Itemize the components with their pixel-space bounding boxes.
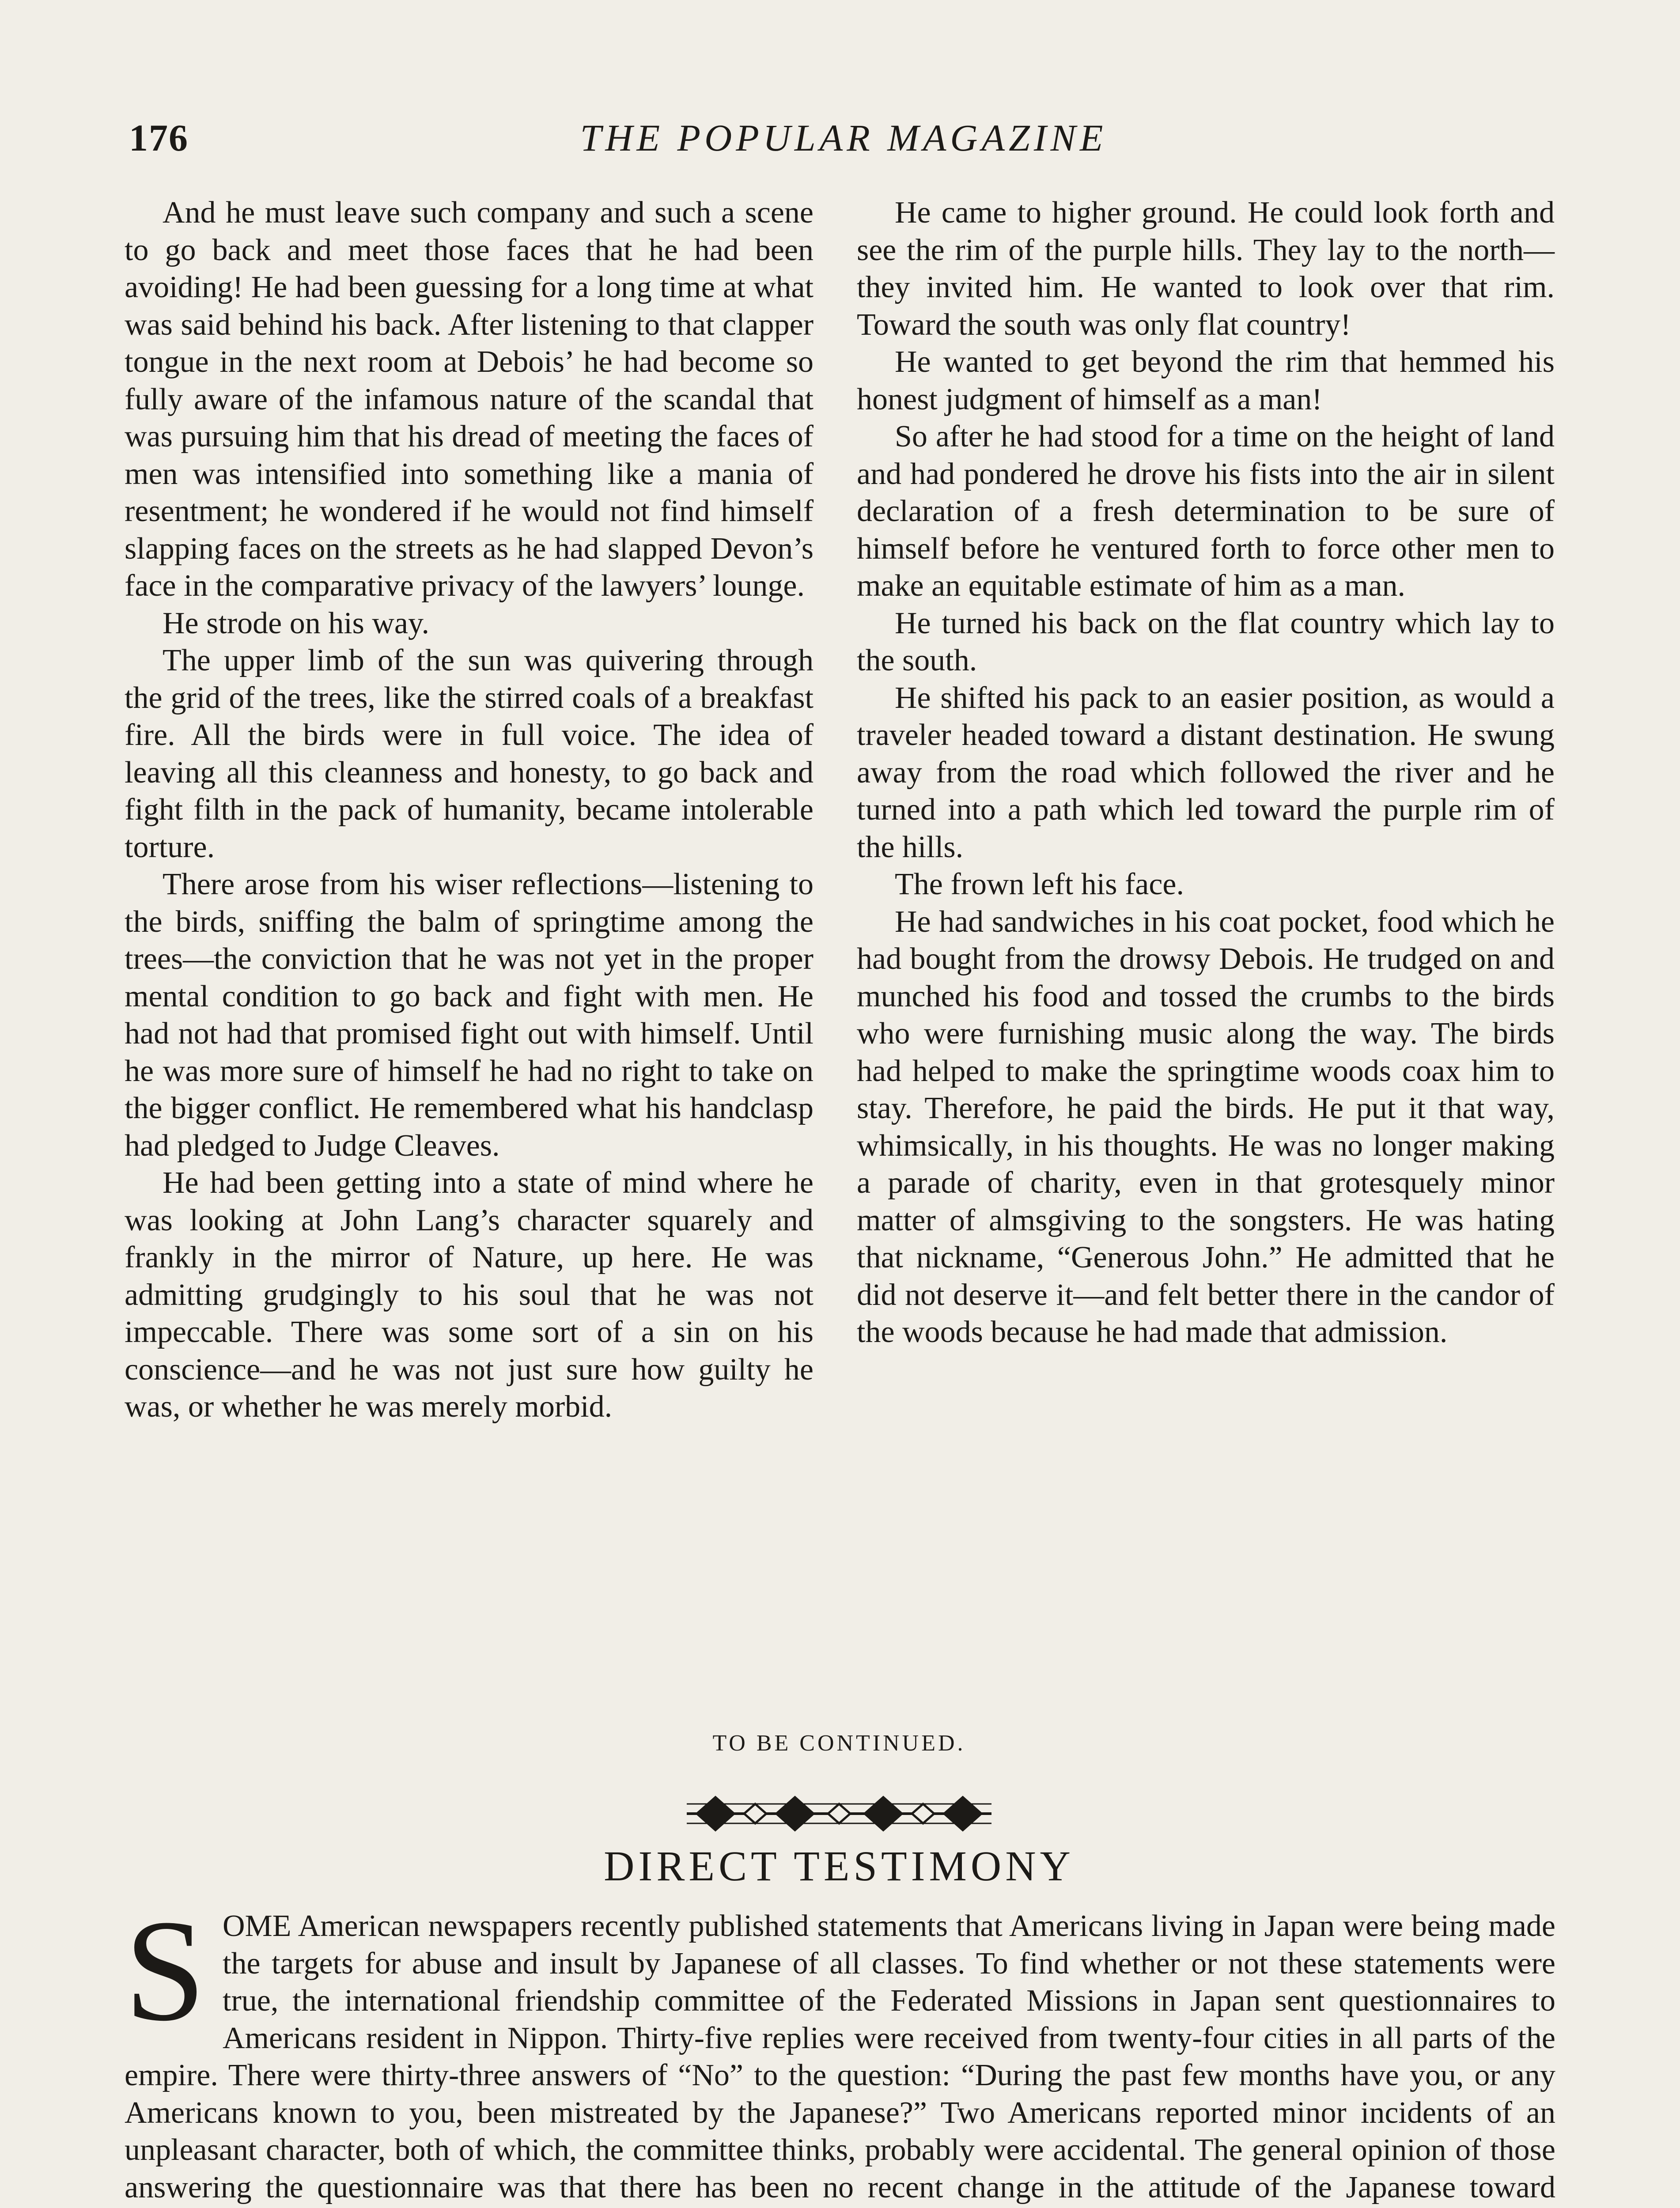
- story-paragraph: He wanted to get beyond the rim that hemmed his honest judgment of himself as a man!: [857, 345, 1555, 416]
- story-paragraph: The upper limb of the sun was quivering through the grid of the trees, like the stirred coals of a breakfast fire. All the birds were in full voice. The idea of leaving all this cleanness and honesty, to go back and fight filth in the pack of humanity, became intolerable torture.: [125, 643, 814, 864]
- story-paragraph: He had sandwiches in his coat pocket, food which he had bought from the drowsy Debois. He trudged on and munched his food and tossed the crumbs to the birds who were furnishing music along the way. The birds had helped to make the springtime woods coax him to stay. Therefore, he paid the birds. He put it that way, whimsically, in his thoughts. He was no longer making a parade of charity, even in that grotesquely minor matter of almsgiving to the songsters. He was hating that nickname, “Generous John.” He admitted that he did not deserve it—and felt better there in the candor of the woods because he had made that admission.: [857, 904, 1555, 1349]
- story-paragraph: He had been getting into a state of mind where he was looking at John Lang’s character squarely and frankly in the mirror of Nature, up here. He was admitting grudgingly to his soul that he was not impeccable. There was some sort of a sin on his conscience—and he was not just sure how guilty he was, or whether he was merely morbid.: [125, 1166, 814, 1424]
- ornament-divider: [682, 1791, 996, 1837]
- drop-cap-letter: S: [125, 1890, 206, 2051]
- story-right-column: [857, 194, 1555, 1351]
- story-paragraph: And he must leave such company and such a scene to go back and meet those faces that he had been avoiding! He had been guessing for a long time at what was said behind his back. After listening to that clapper tongue in the next room at Debois’ he had become so fully aware of the infamous nature of the scandal that was pursuing him that his dread of meeting the faces of men was intensified into something like a mania of resentment; he wondered if he would not find himself slapping faces on the streets as he had slapped Devon’s face in the comparative privacy of the lawyers’ lounge.: [125, 196, 814, 603]
- drop-cap-space: [125, 1905, 223, 2038]
- story-paragraph: The frown left his face.: [895, 867, 1184, 901]
- story-paragraph: He turned his back on the flat country which lay to the south.: [857, 606, 1555, 677]
- story-left-column: [125, 194, 814, 1426]
- story-paragraph: So after he had stood for a time on the height of land and had pondered he drove his fists into the air in silent declaration of a fresh determination to be sure of himself before he ventured forth to force other men to make an equitable estimate of him as a man.: [857, 420, 1555, 603]
- article-body: [125, 1908, 1555, 2208]
- story-paragraph: He strode on his way.: [163, 606, 429, 640]
- article-title: DIRECT TESTIMONY: [604, 1842, 1075, 1890]
- running-title: THE POPULAR MAGAZINE: [580, 117, 1107, 159]
- story-paragraph: He came to higher ground. He could look forth and see the rim of the purple hills. They lay to the north—they invited him. He wanted to look over that rim. Toward the south was only flat country!: [857, 196, 1555, 342]
- continued-notice: TO BE CONTINUED.: [712, 1731, 966, 1756]
- story-paragraph: There arose from his wiser reflections—listening to the birds, sniffing the balm of springtime among the trees—the conviction that he was not yet in the proper mental condition to go back and fight with men. He had not had that promised fight out with himself. Until he was more sure of himself he had no right to take on the bigger conflict. He remembered what his handclasp had pledged to Judge Cleaves.: [125, 867, 814, 1163]
- story-paragraph: He shifted his pack to an easier position, as would a traveler headed toward a distant destination. He swung away from the road which followed the river and he turned into a path which led toward the purple rim of the hills.: [857, 681, 1555, 864]
- article-text: OME American newspapers recently published statements that Americans living in Japan were being made the targets for abuse and insult by Japanese of all classes. To find whether or not these statements were true, the international friendship committee of the Federated Missions in Japan sent questionnaires to Americans resident in Nippon. Thirty-five replies were received from twenty-four cities in all parts of the empire. There were thirty-three answers of “No” to the question: “During the past few months have you, or any Americans known to you, been mistreated by the Japanese?” Two Americans reported minor incidents of an unpleasant character, both of which, the committee thinks, probably were accidental. The general opinion of those answering the questionnaire was that there has been no recent change in the attitude of the Japanese toward: [125, 1909, 1555, 2204]
- page-number: 176: [129, 117, 189, 159]
